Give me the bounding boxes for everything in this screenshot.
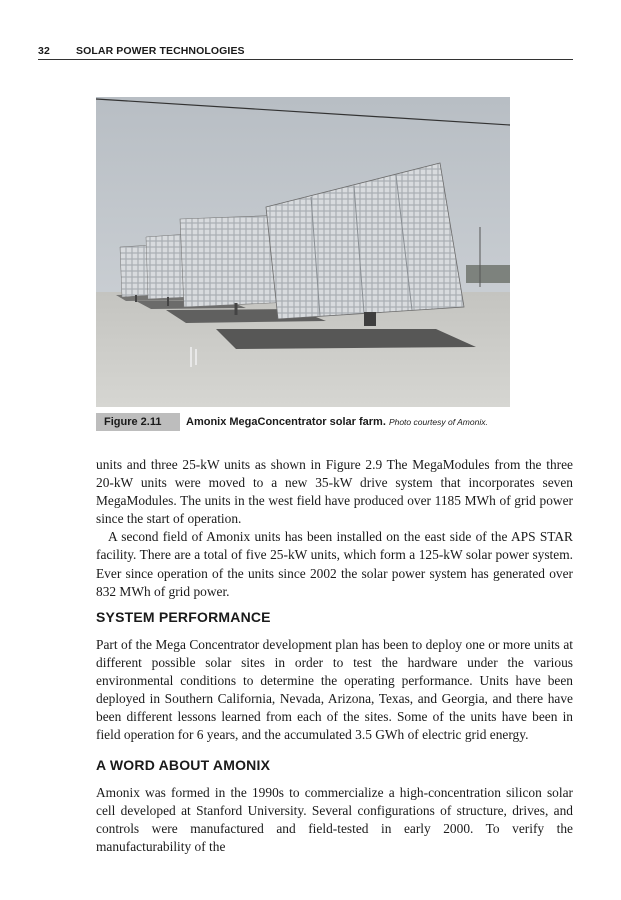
paragraph-2: A second field of Amonix units has been installed on the east side of the APS STAR facility. There are a total of five 25-kW units, which form a 125-kW solar power system. Ever since operation of the units since 2002 the solar power system has generated over 832 MWh of grid power. <box>96 529 573 599</box>
page-number: 32 <box>38 45 50 57</box>
system-performance-text <box>96 636 573 745</box>
paragraph-3: Part of the Mega Concentrator development plan has been to deploy one or more units at different possible solar sites in order to test the hardware under the various environmental conditions to determine the operating performance. Units have been deployed in Southern California, Nevada, Arizona, Texas, and Georgia, and there have been different lessons learned from each of the sites. Some of the units have been in field operation for 6 years, and the accumulated 3.5 GWh of electric grid energy. <box>96 637 573 743</box>
figure-credit: Photo courtesy of Amonix. <box>388 417 488 427</box>
figure-title: Amonix MegaConcentrator solar farm. <box>186 416 386 428</box>
intro-text <box>96 456 573 601</box>
paragraph-4: Amonix was formed in the 1990s to commercialize a high-concentration silicon solar cell developed at Stanford University. Several configurations of structure, drives, and controls were manufactured and field-tested in early 2000. To verify the manufacturability of the <box>96 785 573 855</box>
paragraph-1: units and three 25-kW units as shown in Figure 2.9 The MegaModules from the three 20-kW units were moved to a new 35-kW drive system that incorporates seven MegaModules. The units in the west field have produced over 1185 MWh of grid power since the start of operation. <box>96 457 573 527</box>
figure-caption <box>96 413 526 431</box>
running-head <box>38 45 573 60</box>
section-heading-amonix: A WORD ABOUT AMONIX <box>96 757 271 773</box>
section-heading-system-performance: SYSTEM PERFORMANCE <box>96 609 271 625</box>
running-title: SOLAR POWER TECHNOLOGIES <box>76 45 245 57</box>
solar-farm-photo <box>96 97 510 407</box>
amonix-text <box>96 784 573 856</box>
figure-label: Figure 2.11 <box>96 413 180 431</box>
